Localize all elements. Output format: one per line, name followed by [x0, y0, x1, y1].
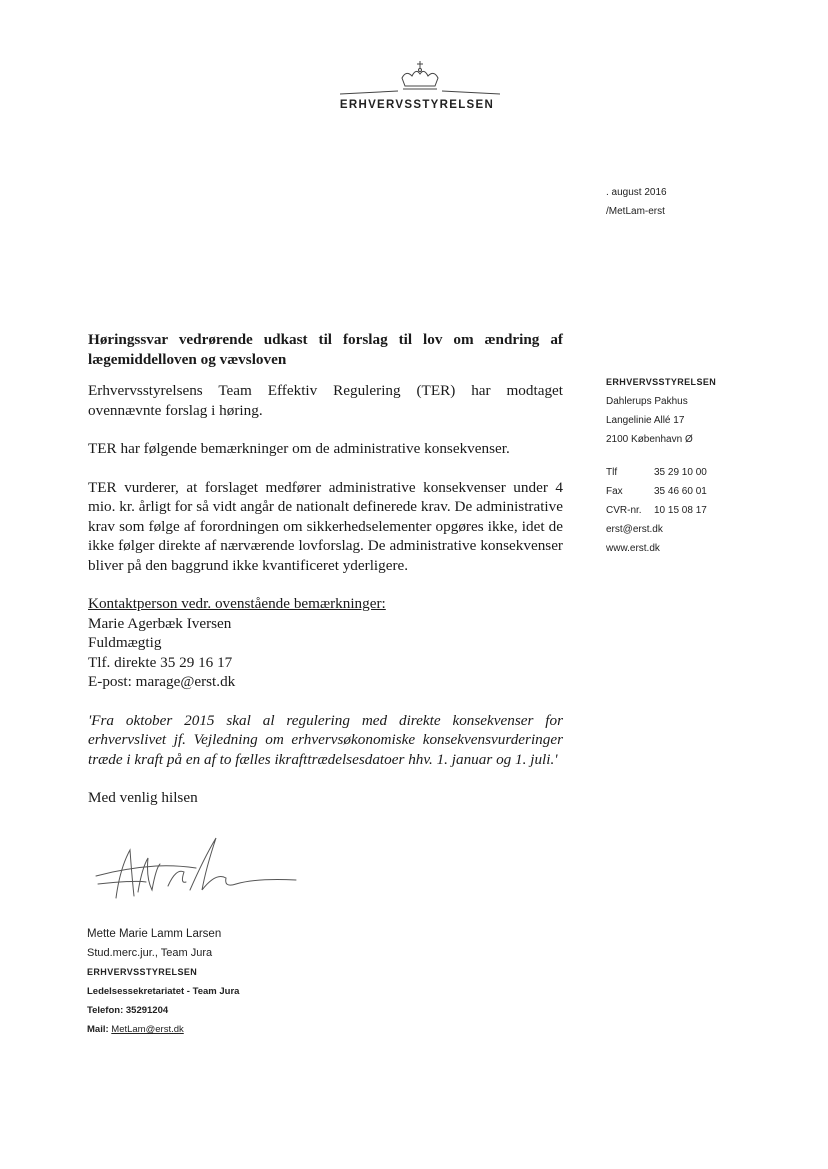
- address-block: [606, 373, 716, 558]
- contact-label: Tlf: [606, 467, 618, 478]
- sender-mail-label: Mail:: [87, 1024, 109, 1035]
- contact-block: [88, 614, 563, 692]
- contact-title: Fuldmægtig: [88, 634, 162, 651]
- sender-title: Stud.merc.jur., Team Jura: [87, 947, 213, 959]
- contact-row: [606, 501, 716, 520]
- paragraph: Erhvervsstyrelsens Team Effektiv Regulering (TER) har modtaget ovennævnte forslag i høring.: [88, 382, 563, 419]
- sender-mail-link[interactable]: MetLam@erst.dk: [111, 1024, 184, 1035]
- paragraph: TER vurderer, at forslaget medfører administrative konsekvenser under 4 mio. kr. årligt for så vidt angår de nationalt definerede krav. De administrative krav som følge af forordningen om sikkerhedselementer opgøres ikke, idet de ikke følger direkte af nærværende lovforslag. De administrative konsekvenser bliver på den baggrund ikke kvantificeret yderligere.: [88, 478, 563, 574]
- letter-date: . august 2016: [606, 187, 667, 198]
- quote: 'Fra oktober 2015 skal al regulering med direkte konsekvenser for erhvervslivet jf. Vejledning om erhvervsøkonomiske konsekvensvurderinger træde i kraft på en af to fælles ikrafttrædelsesdatoer hhv. 1. januar og 1. juli.': [88, 711, 563, 768]
- address-web[interactable]: www.erst.dk: [606, 543, 660, 554]
- sender-department: Ledelsessekretariatet - Team Jura: [87, 986, 240, 997]
- sender-block: [87, 925, 239, 1039]
- sender-name: Mette Marie Lamm Larsen: [87, 928, 222, 940]
- address-line: Dahlerups Pakhus: [606, 396, 688, 407]
- address-line: Langelinie Allé 17: [606, 415, 685, 426]
- contact-name: Marie Agerbæk Iversen: [88, 614, 232, 632]
- contact-row: [606, 482, 716, 501]
- contact-value: 35 29 10 00: [654, 467, 707, 478]
- closing: Med venlig hilsen: [88, 789, 198, 806]
- date-block: [606, 183, 667, 221]
- address-line: 2100 København Ø: [606, 434, 693, 445]
- contact-value: 10 15 08 17: [654, 505, 707, 516]
- address-organization: ERHVERVSSTYRELSEN: [606, 377, 717, 387]
- handwritten-signature: [86, 828, 306, 910]
- sender-mail-row: [87, 1020, 239, 1039]
- contact-value: 35 46 60 01: [654, 486, 707, 497]
- letter-subject: Høringssvar vedrørende udkast til forslag til lov om ændring af lægemiddelloven og vævsloven: [88, 331, 563, 368]
- header-organization: ERHVERVSSTYRELSEN: [339, 99, 495, 111]
- contact-row: [606, 463, 716, 482]
- paragraph: TER har følgende bemærkninger om de administrative konsekvenser.: [88, 440, 510, 457]
- letter-reference: /MetLam-erst: [606, 206, 665, 217]
- contact-label: Fax: [606, 486, 623, 497]
- address-email[interactable]: erst@erst.dk: [606, 524, 663, 535]
- letter-body: [88, 330, 563, 808]
- sender-phone: Telefon: 35291204: [87, 1005, 169, 1016]
- contact-phone: Tlf. direkte 35 29 16 17: [88, 653, 233, 671]
- contact-label: CVR-nr.: [606, 505, 642, 516]
- contact-heading: Kontaktperson vedr. ovenstående bemærkninger:: [88, 595, 386, 612]
- contact-email: E-post: marage@erst.dk: [88, 673, 236, 690]
- sender-organization: ERHVERVSSTYRELSEN: [87, 967, 198, 977]
